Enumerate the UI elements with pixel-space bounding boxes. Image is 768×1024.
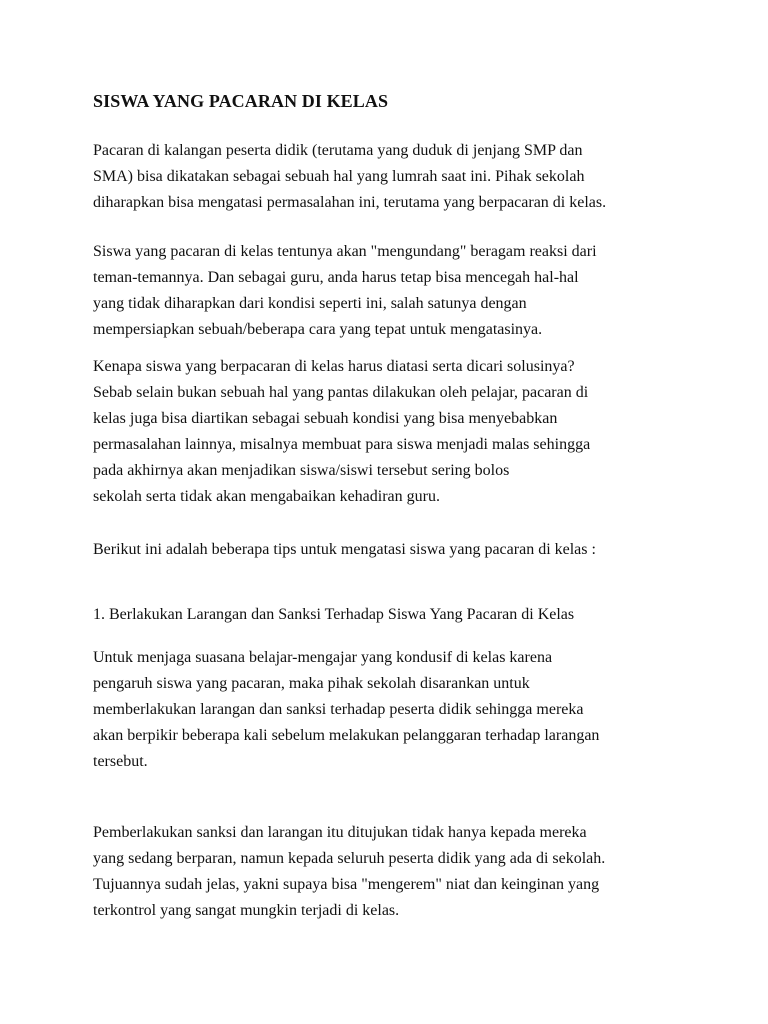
text-line: sekolah serta tidak akan mengabaikan kehadiran guru. [93, 488, 440, 505]
paragraph-tips-intro [93, 537, 596, 563]
text-line: permasalahan lainnya, misalnya membuat para siswa menjadi malas sehingga [93, 436, 591, 453]
text-line: yang tidak diharapkan dari kondisi seperti ini, salah satunya dengan [93, 295, 527, 312]
text-line: memberlakukan larangan dan sanksi terhadap peserta didik sehingga mereka [93, 701, 584, 718]
text-line: akan berpikir beberapa kali sebelum melakukan pelanggaran terhadap larangan [93, 727, 600, 744]
paragraph-purpose [93, 820, 605, 924]
section-heading-1 [93, 602, 574, 628]
text-line: pada akhirnya akan menjadikan siswa/siswi tersebut sering bolos [93, 462, 510, 479]
text-line: diharapkan bisa mengatasi permasalahan ini, terutama yang berpacaran di kelas. [93, 194, 607, 211]
text-line: Kenapa siswa yang berpacaran di kelas harus diatasi serta dicari solusinya? [93, 358, 575, 375]
paragraph-intro [93, 138, 606, 216]
text-line: Pacaran di kalangan peserta didik (terutama yang duduk di jenjang SMP dan [93, 142, 583, 159]
text-line: yang sedang berparan, namun kepada seluruh peserta didik yang ada di sekolah. [93, 850, 606, 867]
text-line: tersebut. [93, 753, 148, 770]
document-title: SISWA YANG PACARAN DI KELAS [93, 91, 389, 111]
text-line: Sebab selain bukan sebuah hal yang pantas dilakukan oleh pelajar, pacaran di [93, 384, 589, 401]
paragraph-reactions [93, 239, 597, 343]
text-line: Siswa yang pacaran di kelas tentunya akan "mengundang" beragam reaksi dari [93, 243, 597, 260]
text-line: Untuk menjaga suasana belajar-mengajar yang kondusif di kelas karena [93, 649, 553, 666]
text-line: kelas juga bisa diartikan sebagai sebuah kondisi yang bisa menyebabkan [93, 410, 558, 427]
paragraph-reasons [93, 354, 590, 510]
paragraph-sanctions [93, 645, 599, 775]
text-line: Pemberlakukan sanksi dan larangan itu ditujukan tidak hanya kepada mereka [93, 824, 587, 841]
text-line: pengaruh siswa yang pacaran, maka pihak sekolah disarankan untuk [93, 675, 530, 692]
text-line: mempersiapkan sebuah/beberapa cara yang tepat untuk mengatasinya. [93, 321, 543, 338]
text-line: SMA) bisa dikatakan sebagai sebuah hal yang lumrah saat ini. Pihak sekolah [93, 168, 585, 185]
text-line: terkontrol yang sangat mungkin terjadi di kelas. [93, 902, 400, 919]
text-line: teman-temannya. Dan sebagai guru, anda harus tetap bisa mencegah hal-hal [93, 269, 579, 286]
text-line: Tujuannya sudah jelas, yakni supaya bisa "mengerem" niat dan keinginan yang [93, 876, 600, 893]
text-line: Berikut ini adalah beberapa tips untuk mengatasi siswa yang pacaran di kelas : [93, 541, 596, 558]
text-line: 1. Berlakukan Larangan dan Sanksi Terhadap Siswa Yang Pacaran di Kelas [93, 606, 575, 623]
